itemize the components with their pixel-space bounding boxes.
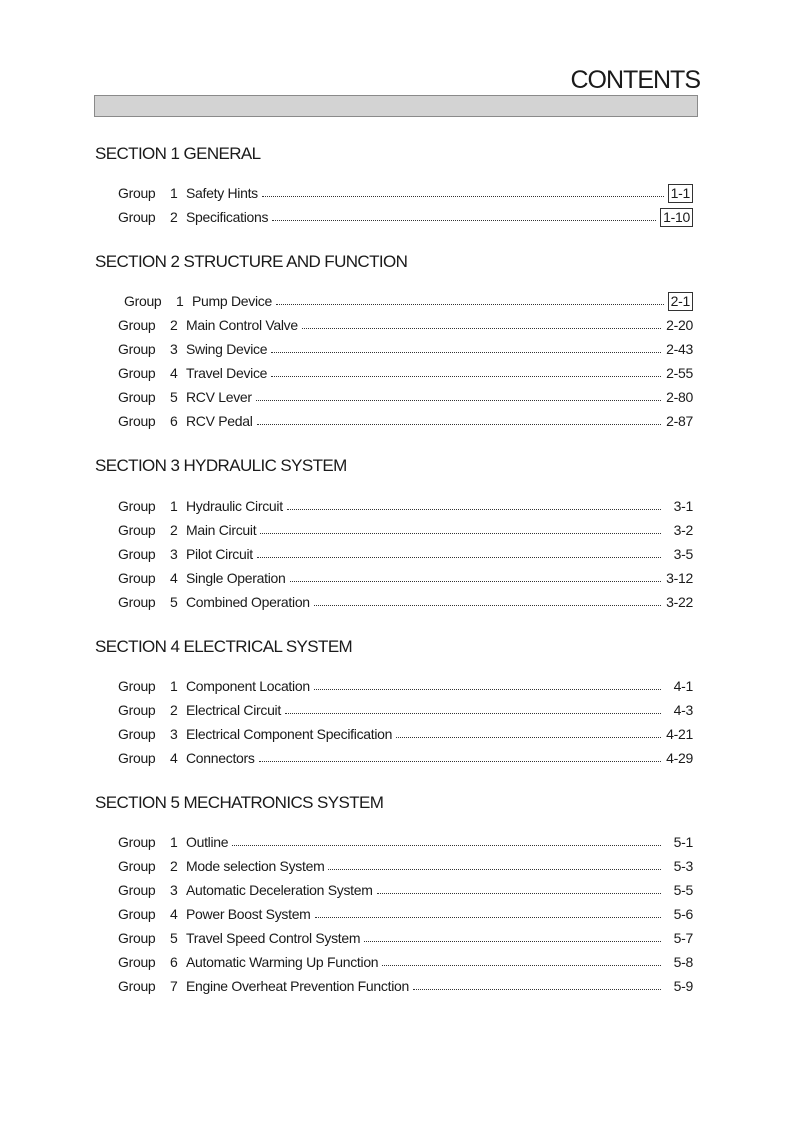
group-number: 7 <box>170 978 178 994</box>
entry-title: RCV Lever <box>186 389 252 405</box>
group-number: 1 <box>170 498 178 514</box>
group-label: Group <box>118 594 156 610</box>
dot-leader <box>364 941 661 942</box>
group-number: 4 <box>170 570 178 586</box>
group-label: Group <box>118 341 156 357</box>
page-number: 3-1 <box>673 498 693 514</box>
group-label: Group <box>118 185 156 201</box>
page-number: 4-1 <box>673 678 693 694</box>
toc-entry[interactable] <box>118 544 693 564</box>
toc-entry[interactable] <box>118 363 693 383</box>
group-label: Group <box>118 906 156 922</box>
dot-leader <box>382 965 661 966</box>
group-label: Group <box>118 750 156 766</box>
dot-leader <box>271 376 661 377</box>
group-number: 6 <box>170 413 178 429</box>
page-number: 5-3 <box>673 858 693 874</box>
section-heading: SECTION 5 MECHATRONICS SYSTEM <box>95 793 384 812</box>
toc-entry[interactable] <box>118 700 693 720</box>
toc-entry[interactable] <box>118 183 693 203</box>
section-heading: SECTION 1 GENERAL <box>95 144 261 163</box>
dot-leader <box>290 581 662 582</box>
group-label: Group <box>118 317 156 333</box>
group-label: Group <box>118 978 156 994</box>
toc-entry[interactable] <box>118 568 693 588</box>
group-number: 3 <box>170 882 178 898</box>
group-label: Group <box>118 726 156 742</box>
toc-entry[interactable] <box>118 748 693 768</box>
toc-entry[interactable] <box>118 387 693 407</box>
entry-title: Main Control Valve <box>186 317 298 333</box>
group-number: 5 <box>170 930 178 946</box>
group-label: Group <box>118 858 156 874</box>
group-label: Group <box>118 413 156 429</box>
page-number: 5-1 <box>673 834 693 850</box>
dot-leader <box>276 304 664 305</box>
entry-title: Mode selection System <box>186 858 325 874</box>
group-label: Group <box>118 678 156 694</box>
group-number: 4 <box>170 750 178 766</box>
entry-title: Swing Device <box>186 341 268 357</box>
page-number: 2-80 <box>666 389 693 405</box>
group-number: 4 <box>170 365 178 381</box>
group-label: Group <box>118 546 156 562</box>
section-heading: SECTION 3 HYDRAULIC SYSTEM <box>95 456 347 475</box>
toc-entry[interactable] <box>118 520 693 540</box>
entry-title: Outline <box>186 834 229 850</box>
dot-leader <box>262 196 664 197</box>
group-label: Group <box>118 389 156 405</box>
page-number: 2-20 <box>666 317 693 333</box>
group-number: 1 <box>170 185 178 201</box>
group-label: Group <box>118 702 156 718</box>
dot-leader <box>314 605 661 606</box>
page-number: 5-6 <box>673 906 693 922</box>
group-label: Group <box>118 834 156 850</box>
entry-title: Main Circuit <box>186 522 257 538</box>
entry-title: Pump Device <box>192 293 272 309</box>
entry-title: Power Boost System <box>186 906 311 922</box>
group-number: 1 <box>176 293 184 309</box>
group-number: 3 <box>170 546 178 562</box>
toc-entry[interactable] <box>118 676 693 696</box>
toc-entry[interactable] <box>118 880 693 900</box>
page-number: 4-29 <box>666 750 693 766</box>
toc-entry[interactable] <box>118 724 693 744</box>
entry-title: Pilot Circuit <box>186 546 253 562</box>
group-label: Group <box>118 209 156 225</box>
entry-title: Electrical Component Specification <box>186 726 393 742</box>
group-label: Group <box>118 882 156 898</box>
group-label: Group <box>118 498 156 514</box>
page-number: 4-3 <box>673 702 693 718</box>
dot-leader <box>259 761 661 762</box>
group-label: Group <box>118 570 156 586</box>
entry-title: Connectors <box>186 750 255 766</box>
toc-entry[interactable] <box>118 928 693 948</box>
toc-entry[interactable] <box>118 315 693 335</box>
dot-leader <box>396 737 661 738</box>
dot-leader <box>328 869 661 870</box>
page-number: 5-9 <box>673 978 693 994</box>
page-number: 3-12 <box>666 570 693 586</box>
group-number: 5 <box>170 389 178 405</box>
toc-entry[interactable] <box>118 496 693 516</box>
page-number: 2-1 <box>668 292 693 311</box>
dot-leader <box>302 328 661 329</box>
page-number: 2-87 <box>666 413 693 429</box>
group-label: Group <box>118 522 156 538</box>
group-number: 6 <box>170 954 178 970</box>
entry-title: Travel Speed Control System <box>186 930 361 946</box>
toc-entry[interactable] <box>118 832 693 852</box>
page-number: 2-43 <box>666 341 693 357</box>
dot-leader <box>287 509 661 510</box>
dot-leader <box>260 533 661 534</box>
entry-title: Engine Overheat Prevention Function <box>186 978 409 994</box>
group-label: Group <box>124 293 162 309</box>
page-number: 3-5 <box>673 546 693 562</box>
entry-title: RCV Pedal <box>186 413 253 429</box>
toc-entry[interactable] <box>118 976 693 996</box>
page-title: CONTENTS <box>570 66 700 94</box>
group-label: Group <box>118 365 156 381</box>
group-number: 2 <box>170 209 178 225</box>
group-number: 1 <box>170 678 178 694</box>
page-number: 2-55 <box>666 365 693 381</box>
group-number: 4 <box>170 906 178 922</box>
entry-title: Safety Hints <box>186 185 258 201</box>
toc-entry[interactable] <box>118 207 693 227</box>
toc-entry[interactable] <box>118 592 693 612</box>
entry-title: Automatic Warming Up Function <box>186 954 379 970</box>
group-number: 2 <box>170 858 178 874</box>
toc-entry[interactable] <box>118 411 693 431</box>
dot-leader <box>257 557 661 558</box>
group-number: 2 <box>170 702 178 718</box>
page-number: 5-7 <box>673 930 693 946</box>
entry-title: Electrical Circuit <box>186 702 281 718</box>
entry-title: Travel Device <box>186 365 268 381</box>
entry-title: Hydraulic Circuit <box>186 498 283 514</box>
group-number: 3 <box>170 726 178 742</box>
toc-entry[interactable] <box>124 291 693 311</box>
page-number: 1-1 <box>668 184 693 203</box>
dot-leader <box>232 845 661 846</box>
group-label: Group <box>118 930 156 946</box>
dot-leader <box>271 352 661 353</box>
page-number: 5-5 <box>673 882 693 898</box>
toc-entry[interactable] <box>118 856 693 876</box>
section-heading: SECTION 2 STRUCTURE AND FUNCTION <box>95 252 408 271</box>
entry-title: Combined Operation <box>186 594 310 610</box>
dot-leader <box>377 893 661 894</box>
group-label: Group <box>118 954 156 970</box>
entry-title: Specifications <box>186 209 269 225</box>
group-number: 2 <box>170 522 178 538</box>
page-number: 3-2 <box>673 522 693 538</box>
dot-leader <box>314 689 661 690</box>
dot-leader <box>257 424 661 425</box>
group-number: 5 <box>170 594 178 610</box>
group-number: 3 <box>170 341 178 357</box>
group-number: 1 <box>170 834 178 850</box>
entry-title: Single Operation <box>186 570 286 586</box>
title-bar <box>94 95 698 117</box>
group-number: 2 <box>170 317 178 333</box>
dot-leader <box>315 917 661 918</box>
page-number: 4-21 <box>666 726 693 742</box>
toc-entry[interactable] <box>118 904 693 924</box>
page-number: 3-22 <box>666 594 693 610</box>
dot-leader <box>272 220 656 221</box>
page-number: 5-8 <box>673 954 693 970</box>
dot-leader <box>413 989 661 990</box>
entry-title: Component Location <box>186 678 310 694</box>
entry-title: Automatic Deceleration System <box>186 882 373 898</box>
section-heading: SECTION 4 ELECTRICAL SYSTEM <box>95 637 353 656</box>
toc-entry[interactable] <box>118 952 693 972</box>
toc-entry[interactable] <box>118 339 693 359</box>
dot-leader <box>256 400 661 401</box>
page-number: 1-10 <box>660 208 693 227</box>
dot-leader <box>285 713 661 714</box>
